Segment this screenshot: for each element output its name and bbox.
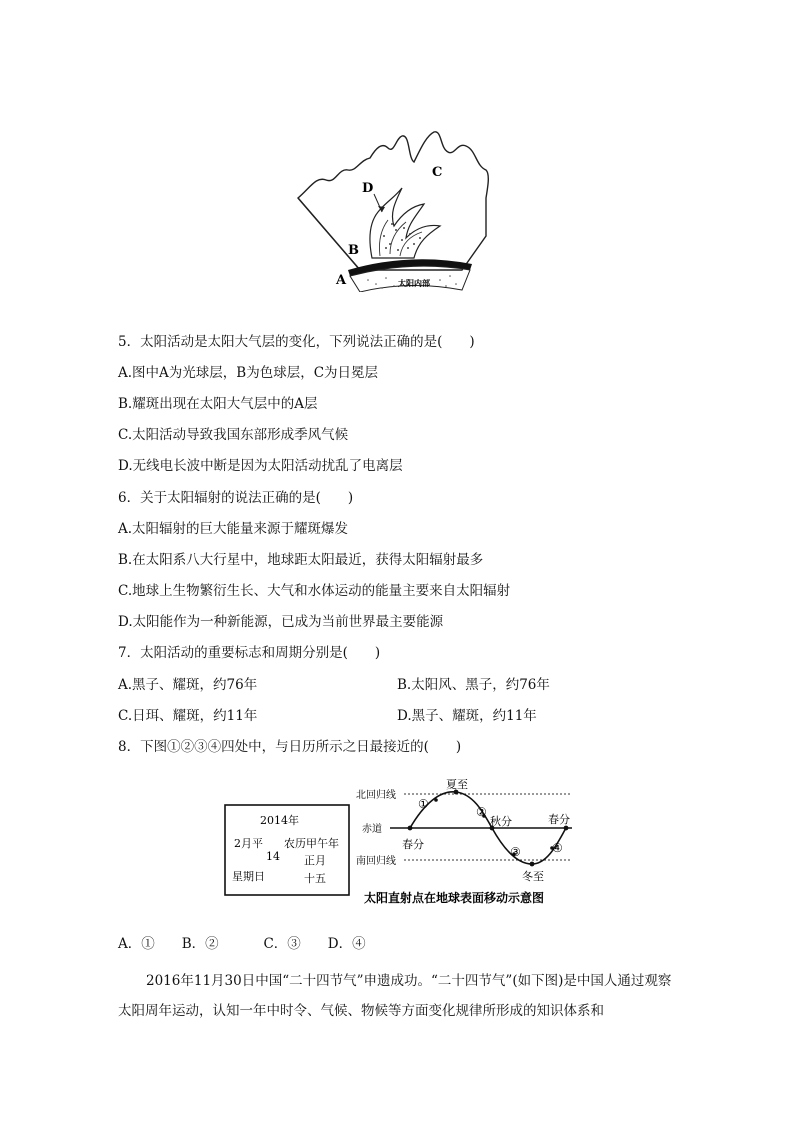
q8-options: A．① B．② C．③ D．④ [118,936,366,952]
winter-solstice-label: 冬至 [522,870,544,883]
q6-option-c: C.地球上生物繁衍生长、大气和水体运动的能量主要来自太阳辐射 [118,583,511,599]
north-tropic-label: 北回归线 [356,790,396,801]
q6-option-d: D.太阳能作为一种新能源，已成为当前世界最主要能源 [118,614,444,630]
q6-stem: 6．关于太阳辐射的说法正确的是( ) [118,490,354,506]
sun-interior-label: 太阳内部 [398,278,430,288]
q7-stem: 7．太阳活动的重要标志和周期分别是( ) [118,645,381,661]
q7-option-d: D.黑子、耀斑，约11年 [397,708,537,724]
calendar-figure [224,804,350,896]
calendar-year: 2014年 [260,814,299,827]
q5-option-a: A.图中A为光球层，B为色球层，C为日冕层 [118,365,379,381]
calendar-day: 14 [266,850,280,863]
south-tropic-label: 南回归线 [356,856,396,867]
marker-3: ③ [510,845,521,859]
summer-solstice-label: 夏至 [446,778,468,791]
chart-caption: 太阳直射点在地球表面移动示意图 [364,891,545,905]
label-c: C [432,165,443,180]
solar-atmosphere-figure [290,128,502,292]
q6-option-b: B.在太阳系八大行星中，地球距太阳最近，获得太阳辐射最多 [118,552,484,568]
spring-equinox-left-label: 春分 [402,838,424,851]
q7-option-a: A.黑子、耀斑，约76年 [118,677,258,693]
q7-option-b: B.太阳风、黑子，约76年 [397,677,550,693]
equator-label: 赤道 [362,824,382,835]
q5-option-c: C.太阳活动导致我国东部形成季风气候 [118,427,349,443]
label-d: D [362,181,374,196]
q6-option-a: A.太阳辐射的巨大能量来源于耀斑爆发 [118,521,349,537]
q8-stem: 8．下图①②③④四处中，与日历所示之日最接近的( ) [118,739,462,755]
q7-option-c: C.日珥、耀斑，约11年 [118,708,258,724]
calendar-lunar-month: 正月 [304,854,326,867]
marker-1: ① [418,797,429,811]
label-a: A [336,273,347,288]
q5-option-d: D.无线电长波中断是因为太阳活动扰乱了电离层 [118,458,403,474]
passage-paragraph: 2016年11月30日中国“二十四节气”申遗成功。“二十四节气”(如下图)是中国人通过观察太阳周年运动，认知一年中时令、气候、物候等方面变化规律所形成的知识体系和 [118,973,672,1019]
marker-2: ② [476,805,487,819]
spring-equinox-right-label: 春分 [548,813,570,826]
q5-stem: 5．太阳活动是太阳大气层的变化，下列说法正确的是( ) [118,334,475,350]
sun-direct-point-chart [354,776,576,908]
passage [118,966,680,1036]
label-b: B [348,243,359,258]
calendar-lunar-year: 农历甲午年 [284,837,339,850]
q5-option-b: B.耀斑出现在太阳大气层中的A层 [118,396,318,412]
calendar-month: 2月平 [234,837,263,850]
autumn-equinox-label: 秋分 [490,815,512,828]
calendar-lunar-day: 十五 [304,872,326,885]
calendar-weekday: 星期日 [232,870,265,883]
marker-4: ④ [552,841,563,855]
